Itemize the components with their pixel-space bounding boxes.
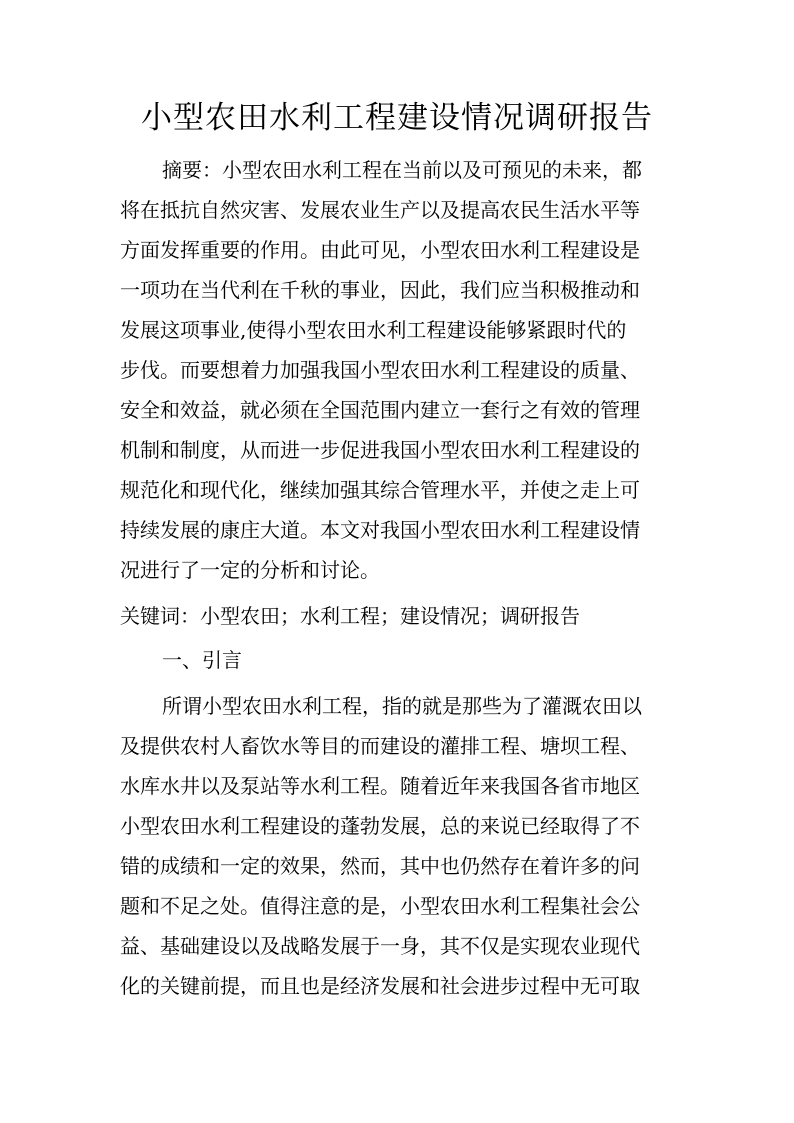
intro-line: 题和不足之处。值得注意的是，小型农田水利工程集社会公 xyxy=(120,894,640,918)
abstract-line: 摘要：小型农田水利工程在当前以及可预见的未来，都 xyxy=(162,158,642,182)
abstract-line: 持续发展的康庄大道。本文对我国小型农田水利工程建设情 xyxy=(120,518,640,542)
section-heading: 一、引言 xyxy=(162,648,242,672)
intro-line: 化的关键前提，而且也是经济发展和社会进步过程中无可取 xyxy=(120,974,640,998)
intro-line: 错的成绩和一定的效果，然而，其中也仍然存在着许多的问 xyxy=(120,854,640,878)
abstract-line: 步伐。而要想着力加强我国小型农田水利工程建设的质量、 xyxy=(120,358,640,382)
intro-line: 所谓小型农田水利工程，指的就是那些为了灌溉农田以 xyxy=(162,694,642,718)
abstract-line: 将在抵抗自然灾害、发展农业生产以及提高农民生活水平等 xyxy=(120,198,640,222)
intro-line: 益、基础建设以及战略发展于一身，其不仅是实现农业现代 xyxy=(120,934,640,958)
page-title: 小型农田水利工程建设情况调研报告 xyxy=(141,100,653,136)
abstract-line: 况进行了一定的分析和讨论。 xyxy=(120,558,380,582)
abstract-line: 发展这项事业,使得小型农田水利工程建设能够紧跟时代的 xyxy=(120,318,627,342)
abstract-line: 规范化和现代化，继续加强其综合管理水平，并使之走上可 xyxy=(120,478,640,502)
abstract-line: 机制和制度，从而进一步促进我国小型农田水利工程建设的 xyxy=(120,438,640,462)
abstract-line: 方面发挥重要的作用。由此可见，小型农田水利工程建设是 xyxy=(120,238,640,262)
keywords: 关键词：小型农田；水利工程；建设情况；调研报告 xyxy=(120,604,580,628)
intro-line: 小型农田水利工程建设的蓬勃发展，总的来说已经取得了不 xyxy=(120,814,640,838)
intro-line: 水库水井以及泵站等水利工程。随着近年来我国各省市地区 xyxy=(120,774,640,798)
abstract-line: 安全和效益，就必须在全国范围内建立一套行之有效的管理 xyxy=(120,398,640,422)
intro-line: 及提供农村人畜饮水等目的而建设的灌排工程、塘坝工程、 xyxy=(120,734,640,758)
abstract-line: 一项功在当代利在千秋的事业，因此，我们应当积极推动和 xyxy=(120,278,640,302)
